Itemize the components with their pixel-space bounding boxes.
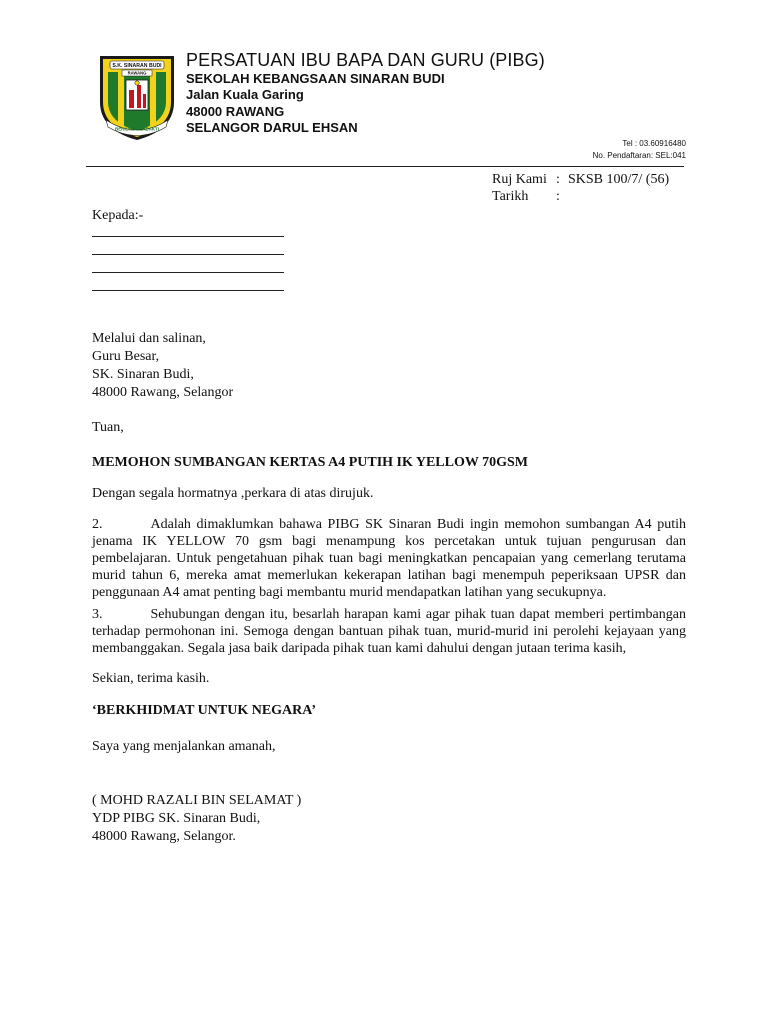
paragraph-line: penggunaan A4 amat penting bagi membantu murid mendapatkan latihan yang secukupnya. (92, 585, 607, 600)
address-postcode-city: 48000 RAWANG (186, 104, 285, 119)
school-crest-logo (96, 50, 178, 142)
organization-title: PERSATUAN IBU BAPA DAN GURU (PIBG) (186, 50, 545, 70)
via-line: Melalui dan salinan, (92, 331, 206, 346)
telephone-number: Tel : 03.60916480 (622, 139, 686, 148)
recipient-blank-line (92, 254, 284, 255)
via-line: Guru Besar, (92, 349, 160, 364)
via-line: SK. Sinaran Budi, (92, 367, 194, 382)
address-street: Jalan Kuala Garing (186, 87, 304, 102)
paragraph-line: murid tahun 6, mereka amat memerlukan kekerapan latihan bagi menempuh peperiksaan UPSR dan (92, 568, 686, 583)
logo-banner-text: RAWANG (127, 70, 147, 76)
paragraph-number: 3. (92, 607, 103, 622)
motto: ‘BERKHIDMAT UNTUK NEGARA’ (92, 703, 317, 718)
logo-top-text: S.K. SINARAN BUDI (112, 63, 162, 70)
sign-off: Saya yang menjalankan amanah, (92, 739, 276, 754)
paragraph-3 (92, 606, 686, 657)
recipient-label: Kepada:- (92, 208, 144, 223)
tarikh-label: Tarikh (492, 189, 529, 204)
paragraph-line: membanggakan. Segala jasa baik daripada pihak tuan kami dahului dengan jutaan terima kasih, (92, 641, 627, 656)
paragraph-line: terhadap permohonan ini. Semoga dengan bantuan pihak tuan, murid-murid ini perolehi kejayaan yang (92, 624, 686, 639)
paragraph-line: Adalah dimaklumkan bahawa PIBG SK Sinaran Budi ingin memohon sumbangan A4 putih (150, 517, 686, 532)
paragraph-2 (92, 516, 686, 601)
paragraph-line: Sehubungan dengan itu, besarlah harapan kami agar pihak tuan dapat memberi pertimbangan (150, 607, 686, 622)
address-state: SELANGOR DARUL EHSAN (186, 120, 358, 135)
signatory-address: 48000 Rawang, Selangor. (92, 829, 236, 844)
recipient-blank-line (92, 290, 284, 291)
ruj-colon: : (556, 172, 560, 187)
signatory-title: YDP PIBG SK. Sinaran Budi, (92, 811, 261, 826)
closing: Sekian, terima kasih. (92, 671, 210, 686)
registration-number: No. Pendaftaran: SEL:041 (592, 151, 686, 160)
logo-motto: BERILMU BERBAKTI (115, 126, 159, 132)
recipient-blank-line (92, 236, 284, 237)
school-name: SEKOLAH KEBANGSAAN SINARAN BUDI (186, 71, 445, 86)
tarikh-colon: : (556, 189, 560, 204)
ruj-value: SKSB 100/7/ (56) (568, 172, 670, 187)
paragraph-line: pembelajaran. Untuk pengetahuan pihak tuan bagi meningkatkan pencapaian yang cemerlang terutama (92, 551, 686, 566)
ruj-label: Ruj Kami (492, 172, 547, 187)
salutation: Tuan, (92, 420, 124, 435)
recipient-blank-line (92, 272, 284, 273)
subject-line: MEMOHON SUMBANGAN KERTAS A4 PUTIH IK YELLOW 70GSM (92, 455, 529, 470)
paragraph-number: 2. (92, 517, 103, 532)
header-divider (86, 166, 684, 167)
signatory-name: ( MOHD RAZALI BIN SELAMAT ) (92, 793, 302, 808)
paragraph-line: jenama IK YELLOW 70 gsm bagi menampung kos percetakan untuk tujuan pengurusan dan (92, 534, 686, 549)
paragraph-1: Dengan segala hormatnya ,perkara di atas dirujuk. (92, 486, 374, 501)
via-line: 48000 Rawang, Selangor (92, 385, 234, 400)
